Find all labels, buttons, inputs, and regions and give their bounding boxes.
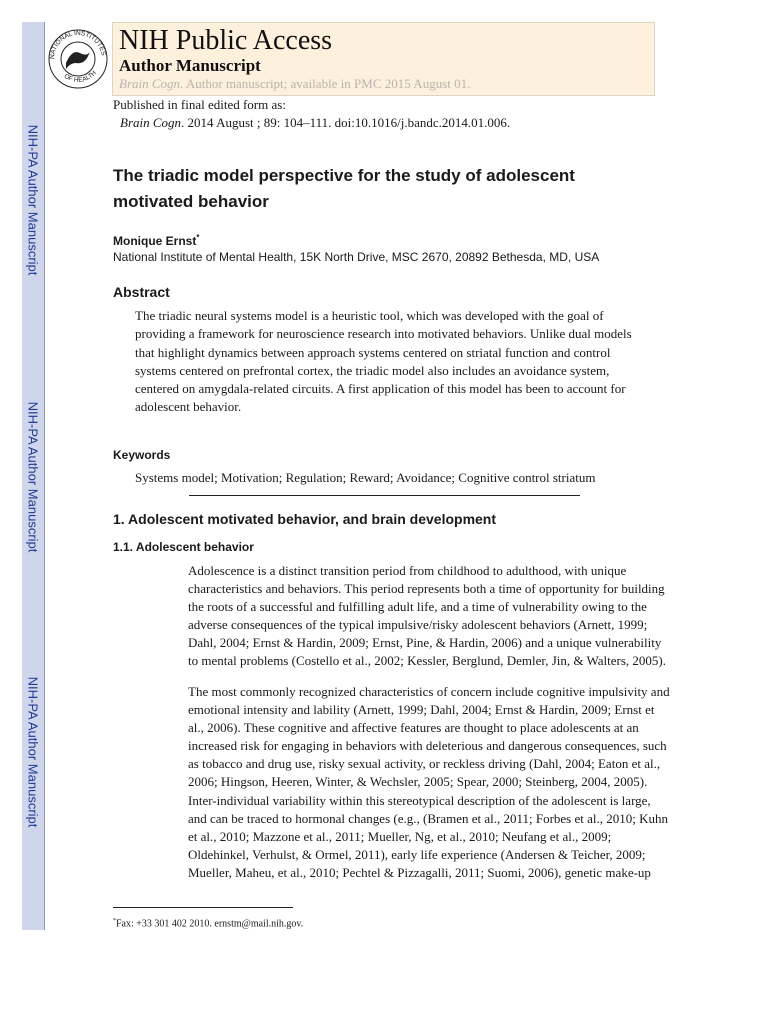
citation-details: . 2014 August ; 89: 104–111. doi:10.1016/j.bandc.2014.01.006. xyxy=(181,115,511,130)
abstract-line: providing a framework for neuroscience research into motivated behaviors. Unlike dual models xyxy=(135,326,632,342)
svg-text:OF HEALTH xyxy=(63,69,98,83)
sidebar-label-3: NIH-PA Author Manuscript xyxy=(25,676,41,828)
published-label: Published in final edited form as: xyxy=(113,97,286,112)
abstract-body xyxy=(135,307,655,417)
title-line: The triadic model perspective for the study of adolescent xyxy=(113,166,575,185)
footnote-text[interactable]: Fax: +33 301 402 2010. ernstm@mail.nih.gov. xyxy=(116,918,304,930)
author-affiliation: National Institute of Mental Health, 15K North Drive, MSC 2670, 20892 Bethesda, MD, USA xyxy=(113,250,600,264)
header-availability: . Author manuscript; available in PMC 2015 August 01. xyxy=(180,76,471,91)
paragraph-line: 2006; Hingson, Heeren, Winter, & Wechsler, 2005; Spear, 2000; Steinberg, 2004, 2005). xyxy=(188,774,648,790)
section-divider xyxy=(189,495,580,496)
logo-text-top: NATIONAL INSTITUTES xyxy=(48,29,107,60)
keywords-text: Systems model; Motivation; Regulation; Reward; Avoidance; Cognitive control striatum xyxy=(135,470,596,485)
keywords-heading: Keywords xyxy=(113,448,171,462)
abstract-line: The triadic neural systems model is a heuristic tool, which was developed with the goal of xyxy=(135,308,604,323)
paragraph-line: emotional intensity and lability (Arnett, 1999; Dahl, 2004; Ernst & Hardin, 2009; Ernst et xyxy=(188,702,655,718)
paragraph-2 xyxy=(188,683,670,882)
header-subtitle: Author Manuscript xyxy=(119,56,261,75)
author-footnote-mark[interactable]: * xyxy=(196,233,200,242)
paragraph-line: The most commonly recognized characteristics of concern include cognitive impulsivity and xyxy=(188,684,670,699)
subsection-heading: 1.1. Adolescent behavior xyxy=(113,540,254,554)
paragraph-line: the roots of a successful and fulfilling adult life, and a time of vulnerability owing to the xyxy=(188,599,647,615)
abstract-line: that highlight dynamics between approach systems centered on striatal function and control xyxy=(135,344,611,360)
footnote-mark: * xyxy=(113,918,116,924)
abstract-line: adolescent behavior. xyxy=(135,399,242,415)
paragraph-1 xyxy=(188,562,666,671)
header-title: NIH Public Access xyxy=(119,25,333,56)
sidebar-label-2: NIH-PA Author Manuscript xyxy=(25,401,41,553)
paragraph-line: and can be traced to hormonal changes (e.g., (Bramen et al., 2011; Forbes et al., 2010; Kuhn xyxy=(188,810,669,826)
logo-text-bottom: OF HEALTH xyxy=(62,69,98,84)
abstract-line: systems centered on prefrontal cortex, the triadic model also includes an avoidance system, xyxy=(135,362,610,378)
author-name: Monique Ernst* xyxy=(113,233,200,248)
paragraph-line: Adolescence is a distinct transition period from childhood to adulthood, with unique xyxy=(188,563,627,578)
footnote xyxy=(113,918,303,929)
paragraph-line: adverse consequences of the typical impulsive/risky adolescent behaviors (Arnett, 1999; xyxy=(188,617,648,633)
header-availability-line xyxy=(119,76,470,92)
paragraph-line: et al., 2010; Mazzone et al., 2011; Mueller, Ng, et al., 2010; Neufang et al., 2009; xyxy=(188,828,612,844)
paragraph-line: as tobacco and drug use, risky sexual activity, or reckless driving (Dahl, 2004; Eaton et al., xyxy=(188,756,661,772)
nih-header xyxy=(112,22,655,96)
paragraph-line: characteristics and behaviors. This period represents both a time of opportunity for building xyxy=(188,581,665,597)
paragraph-line: Mueller, Maheu, et al., 2010; Pechtel & Pizzagalli, 2011; Suomi, 2006), genetic make-up xyxy=(188,864,651,880)
citation-line xyxy=(120,115,510,131)
footnote-divider xyxy=(113,907,293,908)
paragraph-line: Inter-individual variability within this stereotypical description of the adolescent is large, xyxy=(188,792,651,808)
abstract-line: centered on amygdala-related circuits. A first application of this model has been to account for xyxy=(135,381,626,397)
nih-logo xyxy=(46,23,110,93)
paragraph-line: Oldehinkel, Verhulst, & Ormel, 2011), early life experience (Andersen & Teicher, 2009; xyxy=(188,846,646,862)
title-line: motivated behavior xyxy=(113,192,269,211)
paragraph-line: Dahl, 2004; Ernst & Hardin, 2009; Ernst, Pine, & Hardin, 2006) and a unique vulnerability xyxy=(188,635,662,651)
paragraph-line: to mental problems (Costello et al., 2002; Kessler, Berglund, Demler, Jin, & Walters, 2005). xyxy=(188,653,666,669)
abstract-heading: Abstract xyxy=(113,284,170,300)
section-heading: 1. Adolescent motivated behavior, and brain development xyxy=(113,511,497,527)
sidebar-label-1: NIH-PA Author Manuscript xyxy=(25,124,41,276)
article-title xyxy=(113,163,633,215)
paragraph-line: increased risk for engaging in behaviors with deleterious and dangerous consequences, such xyxy=(188,738,667,754)
citation-journal: Brain Cogn xyxy=(120,115,182,130)
header-journal: Brain Cogn xyxy=(119,76,181,91)
paragraph-line: al., 2006). These cognitive and affective features are thought to place adolescents at an xyxy=(188,720,639,736)
